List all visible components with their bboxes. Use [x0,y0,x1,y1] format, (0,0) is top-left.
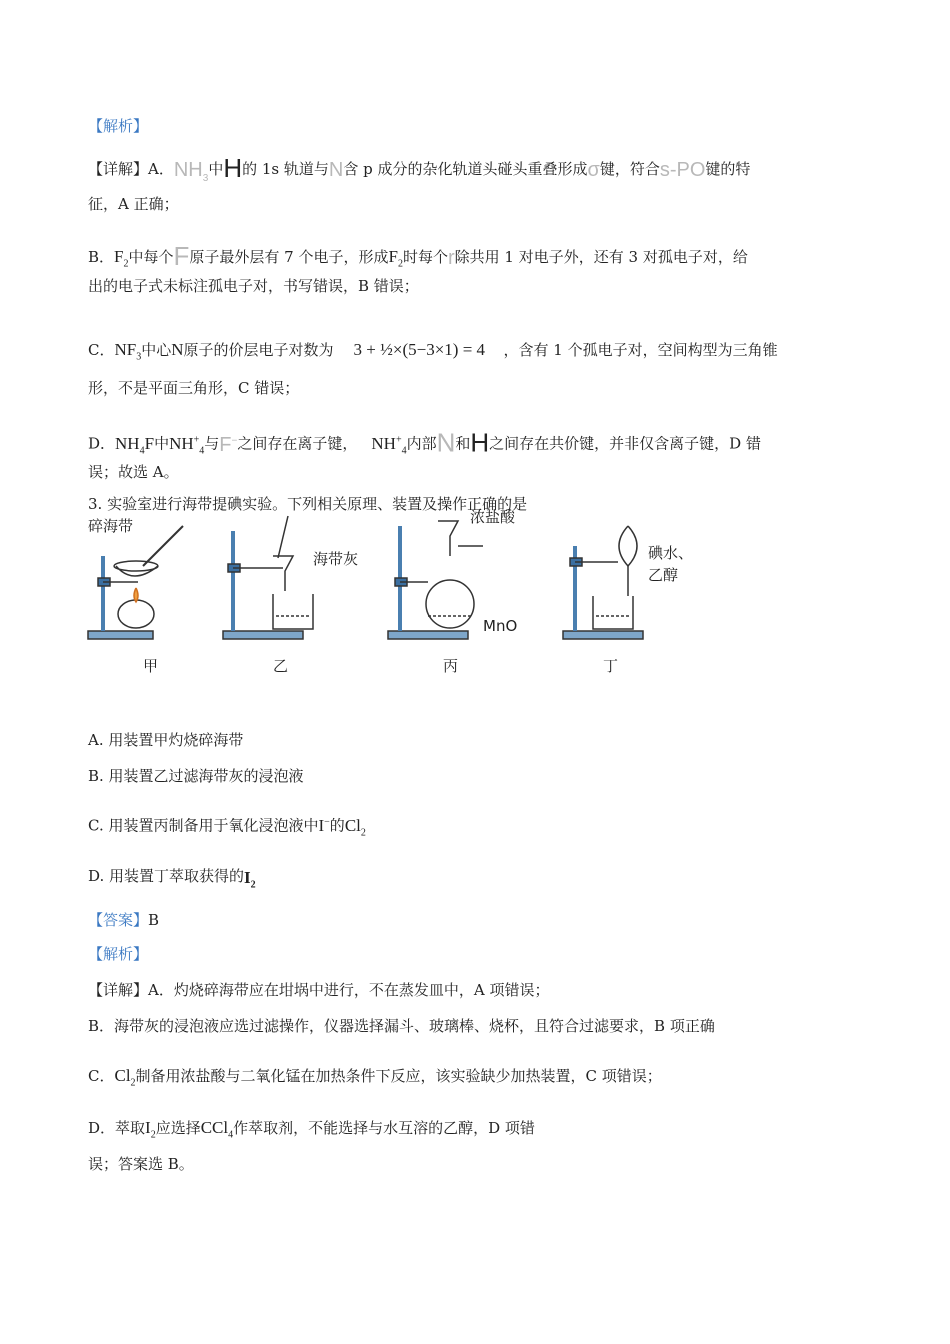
c-text-2: 原子的价层电子对数为 [183,341,334,359]
answer-detail-a [88,980,549,1000]
c-q3-de: 的 [329,816,345,835]
a-text-3: 键，符合 [599,160,660,178]
option-a-q3: A. 用装置甲灼烧碎海带 [88,731,244,749]
stand-base-yi [223,631,303,639]
d-text-5: 和 [455,434,471,453]
sigma-symbol: σ [587,159,600,181]
label-d-item2: 乙醇 [648,566,679,584]
a-prefix: A． [148,160,174,178]
a-text-1: 的 1s 轨道与 [242,160,329,178]
option-a-line2: 征，A 正确； [88,195,179,213]
option-d-line1 [88,427,761,461]
f2-formula: $F_2$ [114,247,129,270]
spo-symbol: s-PO [659,159,706,181]
answer-detail-b: B．海带灰的浸泡液应选过滤操作，仪器选择漏斗、玻璃棒、烧杯，且符合过滤要求，B 项正确 [88,1017,715,1035]
a-text-zhong: 中 [208,160,224,178]
d-text-4: 内部 [406,434,437,453]
answer-d-text-1: 应选择 [155,1119,201,1137]
option-b-q3: B. 用装置乙过滤海带灰的浸泡液 [88,767,304,785]
c-text-3: ，含有 1 个孤电子对，空间构型为三角锥 [503,341,778,359]
cl2-formula-2: $Cl_2$ [114,1066,136,1089]
d-q3-text: D. 用装置丁萃取获得的 [88,867,245,885]
stand-base-bing [388,631,468,639]
h-symbol-d: H [470,427,490,458]
answer-value: B [148,911,160,929]
answer-c-prefix: C． [88,1067,115,1085]
label-b-item: 海带灰 [313,550,359,568]
nh4-ion: $NH^+_4$ [169,433,205,457]
option-a-line1 [88,153,751,189]
ccl4-formula: CCl$_4$ [200,1118,234,1141]
nf3-formula: $NF_3$ [114,340,142,363]
d-text-1: 中 [154,434,170,453]
d-text-6: 之间存在共价键，并非仅含离子键，D 错 [489,434,761,453]
b-text-3: 时每个 [402,248,448,266]
answer-c-text: 制备用浓盐酸与二氧化锰在加热条件下反应，该实验缺少加热装置，C 项错误； [135,1067,662,1085]
option-c-line1 [88,340,778,367]
a-text-2: 含 p 成分的杂化轨道头碰头重叠形成 [343,160,588,178]
option-c-line2: 形，不是平面三角形，C 错误； [88,379,300,397]
label-c-item: MnO [483,617,518,635]
answer-a-text: A．灼烧碎海带应在坩埚中进行，不在蒸发皿中，A 项错误； [148,981,550,999]
b-text-4: 除共用 1 对电子外，还有 3 对孤电子对，给 [454,248,748,266]
c-q3-text: C. 用装置丙制备用于氧化浸泡液中 [88,816,319,835]
option-d-q3 [88,866,256,895]
stand-base-ding [563,631,643,639]
analysis-tag-2: 【解析】 [88,945,149,963]
apparatus-diagram [88,508,694,676]
cl2-formula: $Cl_2$ [344,815,366,839]
valence-pair-formula: 3 + ½×(5−3×1) = 4 [353,340,486,359]
option-c-q3 [88,812,366,843]
option-b-line2: 出的电子式未标注孤电子对，书写错误，B 错误； [88,277,419,295]
nh3-formula: $NH_3$ [173,159,209,184]
b-prefix: B． [88,248,115,266]
option-d-line2: 误；故选 A。 [88,463,179,481]
f-symbol: F [173,241,190,271]
label-d-item1: 碘水、 [648,544,694,562]
answer-detail-c [88,1066,662,1093]
answer-detail-d [88,1118,535,1145]
b-text-1: 中每个 [128,248,174,266]
i2-formula: $I_2$ [244,868,256,891]
label-c-top: 浓盐酸 [470,508,516,526]
stand-base-jia [88,631,153,639]
question-3-stem: 3. 实验室进行海带提碘实验。下列相关原理、装置及操作正确的是 [88,495,528,513]
d-text-2: 与 [204,434,220,453]
nh4-ion-2: $NH^+_4$ [371,433,407,457]
answer-tag: 【答案】 [88,911,149,929]
analysis-tag: 【解析】 [88,117,149,135]
detail-tag-2: 【详解】 [88,981,149,999]
d-text-3: 之间存在离子键， [237,434,358,453]
label-yi: 乙 [273,657,289,675]
c-text-1: 中心 [141,341,172,359]
i2-formula-2: $I_2$ [145,1118,156,1141]
f2-formula-2: $F_2$ [388,247,403,270]
n-symbol-c: N [171,340,184,359]
label-jia: 甲 [143,657,159,675]
option-b-line1 [88,241,748,274]
answer-d-prefix: D．萃取 [88,1119,146,1137]
a-text-4: 键的特 [705,160,751,178]
r-symbol: r [447,247,455,269]
n-symbol-d: N [436,427,456,458]
answer-detail-d-line2: 误；答案选 B。 [88,1155,194,1173]
detail-tag: 【详解】 [88,160,149,178]
f-ion: F− [219,433,238,456]
iodide-ion: I− [318,815,330,835]
d-prefix: D． [88,434,116,453]
label-ding: 丁 [603,657,619,675]
n-symbol: N [328,159,344,181]
nh4f-formula: $NH_4F$ [115,433,155,457]
c-prefix: C． [88,341,115,359]
answer-line [88,910,159,930]
b-text-2: 原子最外层有 7 个电子，形成 [189,248,389,266]
h-symbol: H [223,153,243,183]
label-a-item: 碎海带 [88,517,134,535]
label-bing: 丙 [443,657,459,675]
answer-d-text-2: 作萃取剂，不能选择与水互溶的乙醇，D 项错 [233,1119,535,1137]
